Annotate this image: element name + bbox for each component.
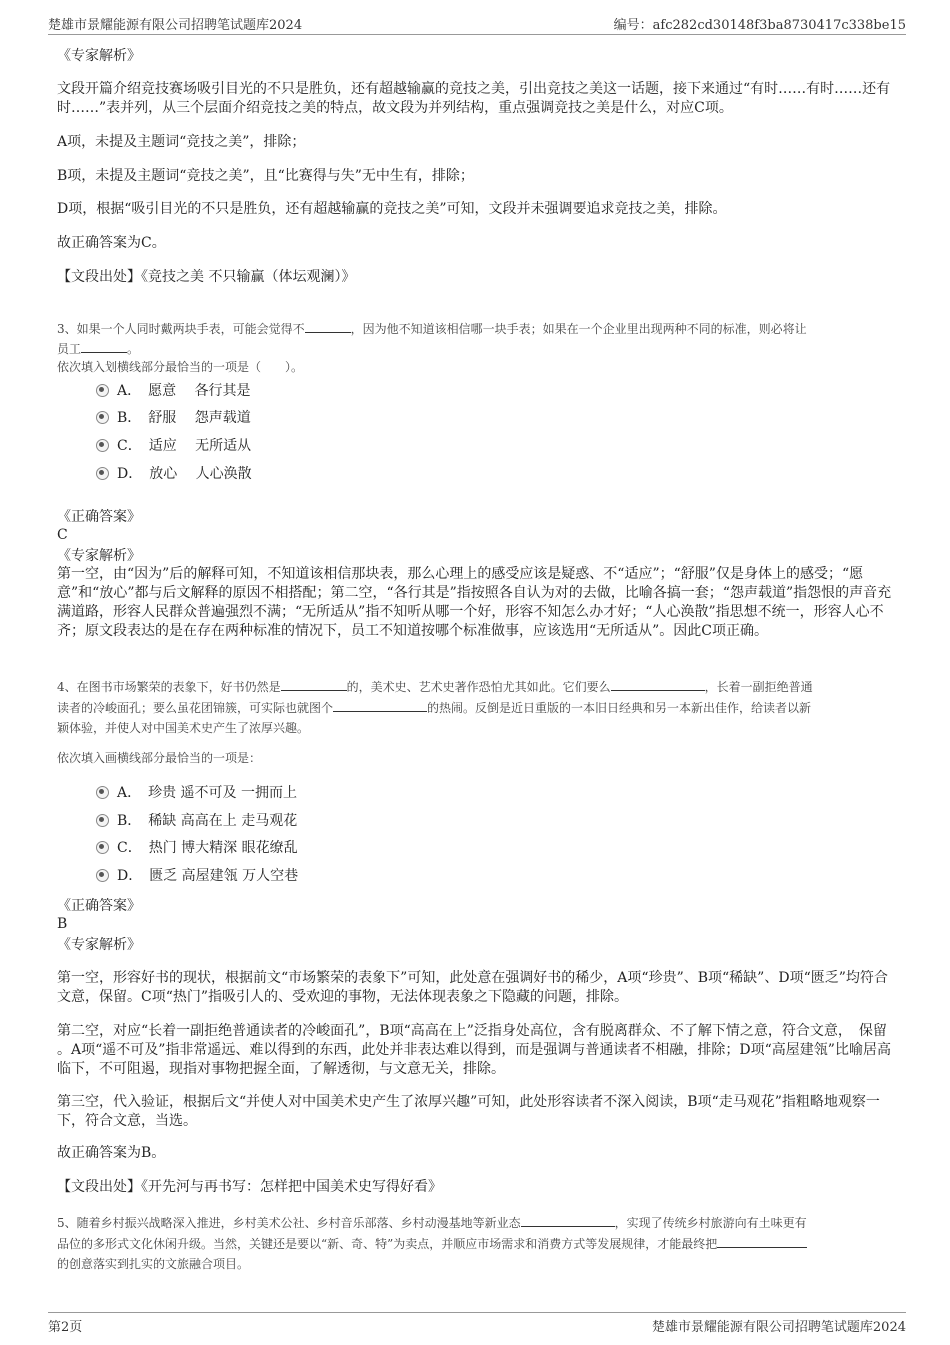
q4-stem-text: 的，美术史、艺术史著作恐怕尤其如此。它们要么 (346, 680, 611, 694)
q2-analysis-a: A项，未提及主题词“竞技之美”，排除； (57, 134, 306, 150)
blank (281, 676, 347, 691)
q4-stem (57, 676, 893, 738)
q3-analysis: 第一空，由“因为”后的解释可知，不知道该相信那块表，那么心理上的感受应该是疑惑、不“适应”；“舒服”仅是身体上的感受；“愿意”和“放心”都与后文解释的原因不相搭配；第二空，“各行其是”指按照各自认为对的去做，比喻各搞一套；“怨声载道”指怨恨的声音充满道路，形容人民群众普遍强烈不满；“无所适从”指不知听从哪一个好，形容不知怎么办才好；“人心涣散”指思想不统一，形容人心不齐；原文段表达的是在存在两种标准的情况下，员工不知道按哪个标准做事，应该选用“无所适从”。因此C项正确。 (57, 566, 892, 639)
blank (611, 676, 705, 691)
radio-icon[interactable] (96, 786, 109, 799)
q4-final-answer: 故正确答案为B。 (57, 1145, 166, 1161)
q3-option-a[interactable] (96, 381, 251, 401)
blank (717, 1233, 807, 1248)
q4-source: 【文段出处】《开先河与再书写：怎样把中国美术史写得好看》 (57, 1179, 442, 1195)
blank (333, 697, 427, 712)
header-title: 楚雄市景耀能源有限公司招聘笔试题库2024 (48, 18, 303, 33)
q5-stem-text: 5、随着乡村振兴战略深入推进，乡村美术公社、乡村音乐部落、乡村动漫基地等新业态 (57, 1216, 521, 1230)
q3-option-d[interactable] (96, 464, 252, 484)
q4-option-b[interactable] (96, 811, 297, 831)
option-label: C． 热门 博大精深 眼花缭乱 (117, 840, 298, 856)
q2-analysis-para: 文段开篇介绍竞技赛场吸引目光的不只是胜负，还有超越输赢的竞技之美，引出竞技之美这一话题，接下来通过“有时……有时……还有时……”表并列，从三个层面介绍竞技之美的特点，故文段为并列结构，重点强调竞技之美是什么，对应C项。 (57, 81, 891, 116)
q4-analysis-3: 第三空，代入验证，根据后文“并使人对中国美术史产生了浓厚兴趣”可知，此处形容读者不深入阅读，B项“走马观花”指粗略地观察一下，符合文意，当选。 (57, 1094, 880, 1129)
q4-stem-text: 颖体验，并使人对中国美术史产生了浓厚兴趣。 (57, 721, 310, 735)
option-label: D． 放心 人心涣散 (117, 466, 252, 482)
radio-icon[interactable] (96, 384, 109, 397)
q4-correct-title: 《正确答案》 (57, 898, 141, 914)
q3-expert-title: 《专家解析》 (57, 548, 141, 564)
option-label: D． 匮乏 高屋建瓴 万人空巷 (117, 868, 299, 884)
q4-option-a[interactable] (96, 783, 297, 803)
q5-stem (57, 1212, 893, 1274)
q3-stem-text: 3、如果一个人同时戴两块手表，可能会觉得不 (57, 322, 305, 336)
q3-prompt: 依次填入划横线部分最恰当的一项是（ ）。 (57, 360, 304, 374)
page-footer (48, 1312, 906, 1335)
blank (81, 338, 127, 353)
option-label: B． 稀缺 高高在上 走马观花 (117, 813, 298, 829)
q3-correct-answer: C (57, 527, 68, 543)
q4-stem-text: 4、在图书市场繁荣的表象下，好书仍然是 (57, 680, 281, 694)
q3-stem-text: 。 (127, 342, 140, 356)
option-label: B． 舒服 怨声载道 (117, 410, 251, 426)
q4-stem-text: ，长着一副拒绝普通 (704, 680, 813, 694)
radio-icon[interactable] (96, 814, 109, 827)
option-label: A． 珍贵 遥不可及 一拥而上 (117, 785, 298, 801)
blank (305, 318, 351, 333)
q2-source: 【文段出处】《竞技之美 不只输赢（体坛观澜）》 (57, 269, 356, 285)
q4-correct-answer: B (57, 916, 68, 932)
q2-expert-title: 《专家解析》 (57, 48, 141, 64)
footer-title: 楚雄市景耀能源有限公司招聘笔试题库2024 (651, 1320, 906, 1335)
q2-analysis-d: D项，根据“吸引目光的不只是胜负，还有超越输赢的竞技之美”可知，文段并未强调要追求竞技之美，排除。 (57, 201, 727, 217)
q3-option-c[interactable] (96, 436, 251, 456)
page-number: 第2页 (48, 1320, 83, 1335)
option-label: C． 适应 无所适从 (117, 438, 252, 454)
radio-icon[interactable] (96, 467, 109, 480)
q4-analysis-2: 第二空，对应“长着一副拒绝普通读者的冷峻面孔”，B项“高高在上”泛指身处高位，含有脱离群众、不了解下情之意，符合文意， 保留 。A项“遥不可及”指非常遥远、难以得到的东西，此处并非表达难以得到，而是强调与普通读者不相融，排除；D项“高屋建瓴”比喻居高临下，不可阻遏，现指对事物把握全面，了解透彻，与文意无关，排除。 (57, 1023, 891, 1077)
q5-stem-text: 品位的多形式文化休闲升级。当然，关键还是要以“新、奇、特”为卖点，并顺应市场需求和消费方式等发展规律，才能最终把 (57, 1237, 718, 1251)
q3-option-b[interactable] (96, 408, 251, 428)
q2-final-answer: 故正确答案为C。 (57, 235, 166, 251)
header-doc-id: 编号：afc282cd30148f3ba8730417c338be15 (613, 18, 906, 33)
option-label: A． 愿意 各行其是 (117, 383, 251, 399)
q5-stem-text: ，实现了传统乡村旅游向有土味更有 (614, 1216, 807, 1230)
q4-option-c[interactable] (96, 838, 298, 858)
page-header (48, 12, 906, 35)
q3-stem-text: 员工 (57, 342, 82, 356)
q4-stem-text: 的热闹。反倒是近日重版的一本旧日经典和另一本新出佳作，给读者以新 (427, 701, 812, 715)
q3-correct-title: 《正确答案》 (57, 509, 141, 525)
radio-icon[interactable] (96, 841, 109, 854)
q3-stem-text: ，因为他不知道该相信哪一块手表；如果在一个企业里出现两种不同的标准，则必将让 (350, 322, 807, 336)
q4-stem-text: 读者的冷峻面孔；要么虽花团锦簇，可实际也就图个 (57, 701, 334, 715)
q4-analysis-1: 第一空，形容好书的现状，根据前文“市场繁荣的表象下”可知，此处意在强调好书的稀少，A项“珍贵”、B项“稀缺”、D项“匮乏”均符合文意，保留。C项“热门”指吸引人的、受欢迎的事物，无法体现表象之下隐藏的问题，排除。 (57, 970, 888, 1005)
q3-stem (57, 318, 893, 358)
radio-icon[interactable] (96, 439, 109, 452)
q2-analysis-b: B项，未提及主题词“竞技之美”，且“比赛得与失”无中生有，排除； (57, 168, 474, 184)
q4-prompt: 依次填入画横线部分最恰当的一项是： (57, 751, 262, 765)
radio-icon[interactable] (96, 869, 109, 882)
radio-icon[interactable] (96, 411, 109, 424)
blank (521, 1212, 615, 1227)
q4-expert-title: 《专家解析》 (57, 937, 141, 953)
q4-option-d[interactable] (96, 866, 298, 886)
q5-stem-text: 的创意落实到扎实的文旅融合项目。 (57, 1257, 250, 1271)
